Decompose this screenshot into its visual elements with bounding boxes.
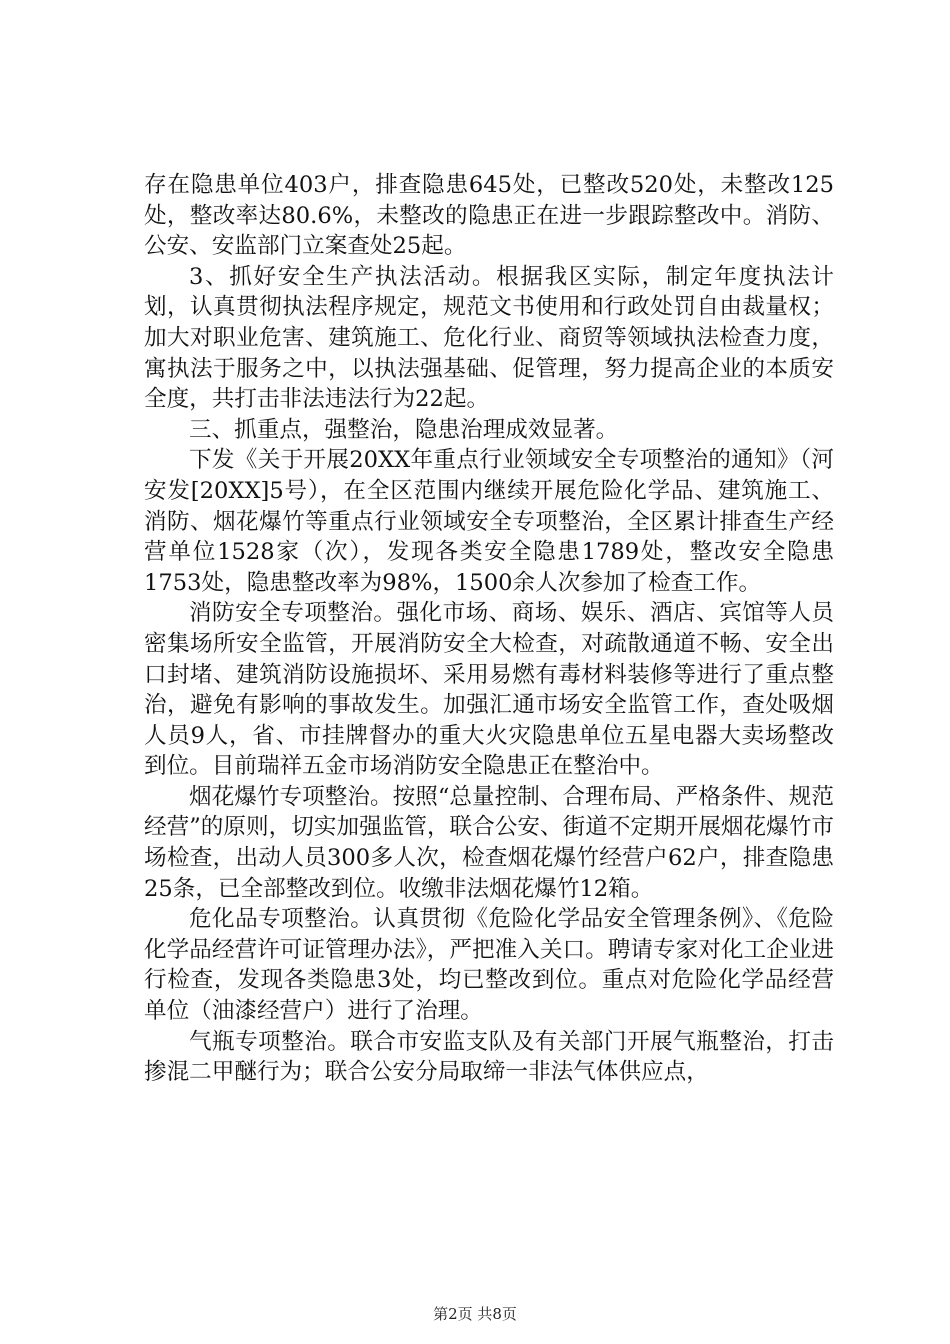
paragraph-law-enforcement: 3、抓好安全生产执法活动。根据我区实际，制定年度执法计划，认真贯彻执法程序规定，规范文书使用和行政处罚自由裁量权；加大对职业危害、建筑施工、危化行业、商贸等领域执法检查力度，寓执法于服务之中，以执法强基础、促管理，努力提高企业的本质安全度，共打击非法违法行为22起。 — [144, 263, 834, 413]
paragraph-hazard-stats: 存在隐患单位403户，排查隐患645处，已整改520处，未整改125处，整改率达80.6%，未整改的隐患正在进一步跟踪整改中。消防、公安、安监部门立案查处25起。 — [144, 172, 834, 260]
document-body — [144, 170, 834, 1088]
paragraph-gas-cylinders: 气瓶专项整治。联合市安监支队及有关部门开展气瓶整治，打击掺混二甲醚行为；联合公安分局取缔一非法气体供应点， — [144, 1028, 834, 1086]
section-heading-key-rectification: 三、抓重点，强整治，隐患治理成效显著。 — [189, 416, 619, 443]
page-footer: 第2页 共8页 — [433, 1305, 517, 1323]
paragraph-fireworks: 烟花爆竹专项整治。按照“总量控制、合理布局、严格条件、规范经营”的原则，切实加强监管，联合公安、街道不定期开展烟花爆竹市场检查，出动人员300多人次，检查烟花爆竹经营户62户，排查隐患25条，已全部整改到位。收缴非法烟花爆竹12箱。 — [144, 783, 834, 902]
paragraph-fire-safety: 消防安全专项整治。强化市场、商场、娱乐、酒店、宾馆等人员密集场所安全监管，开展消防安全大检查，对疏散通道不畅、安全出口封堵、建筑消防设施损坏、采用易燃有毒材料装修等进行了重点整治，避免有影响的事故发生。加强汇通市场安全监管工作，查处吸烟人员9人，省、市挂牌督办的重大火灾隐患单位五星电器大卖场整改到位。目前瑞祥五金市场消防安全隐患正在整治中。 — [144, 600, 834, 780]
paragraph-notice-issued: 下发《关于开展20XX年重点行业领域安全专项整治的通知》（河安发[20XX]5号），在全区范围内继续开展危险化学品、建筑施工、消防、烟花爆竹等重点行业领域安全专项整治，全区累计排查生产经营单位1528家（次），发现各类安全隐患1789处，整改安全隐患1753处，隐患整改率为98%，1500余人次参加了检查工作。 — [144, 447, 834, 596]
paragraph-hazardous-chemicals: 危化品专项整治。认真贯彻《危险化学品安全管理条例》、《危险化学品经营许可证管理办法》，严把准入关口。聘请专家对化工企业进行检查，发现各类隐患3处，均已整改到位。重点对危险化学品经营单位（油漆经营户）进行了治理。 — [144, 906, 834, 1025]
